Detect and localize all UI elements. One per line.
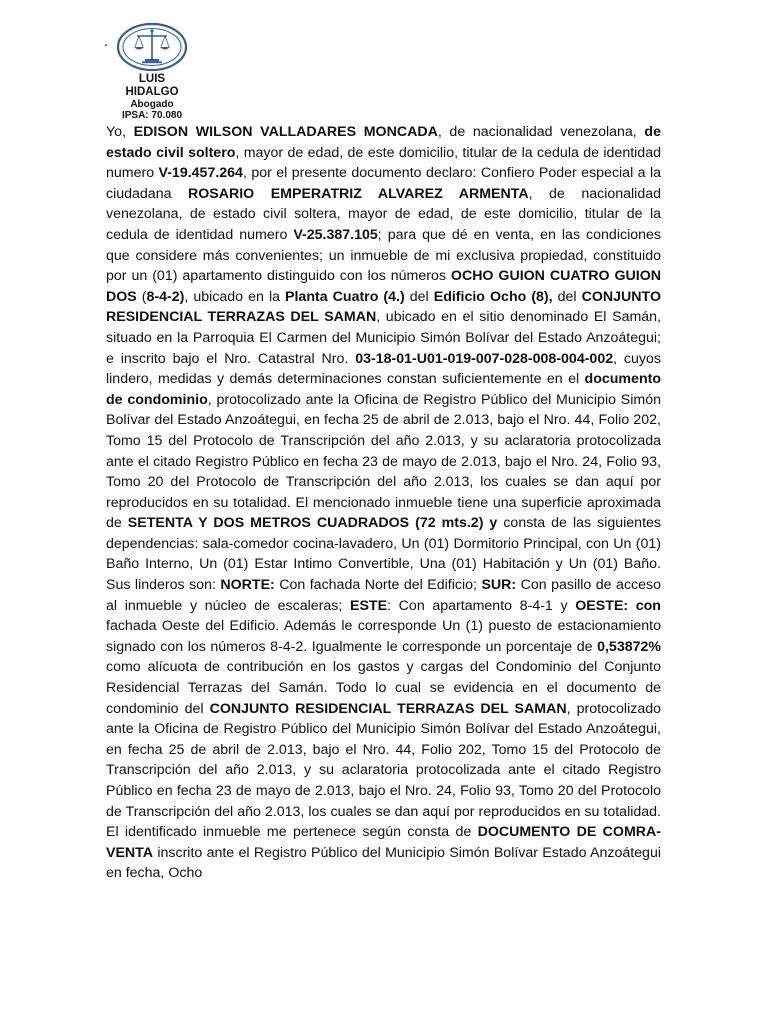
bold-text-segment: CONJUNTO RESIDENCIAL TERRAZAS DEL SAMAN — [106, 288, 661, 326]
text-segment: , ubicado en la — [184, 288, 286, 305]
text-segment: ( — [136, 288, 147, 305]
bold-text-segment: CONJUNTO RESIDENCIAL TERRAZAS DEL SAMAN — [209, 700, 567, 717]
text-segment: , de nacionalidad venezolana, de estado civil soltera, mayor de edad, de este domicilio, titular de la cedula de identidad numero — [106, 185, 661, 243]
lawyer-title: Abogado — [130, 99, 174, 110]
text-segment: Con pasillo de acceso al inmueble y núcleo de escaleras; — [106, 577, 662, 614]
lawyer-name: LUIS HIDALGO — [125, 73, 179, 98]
bold-text-segment: Planta Cuatro (4.) — [285, 288, 405, 305]
lawyer-identification — [112, 73, 192, 121]
bold-text-segment: V-19.457.264 — [158, 165, 243, 182]
bold-text-segment: ROSARIO EMPERATRIZ ALVAREZ ARMENTA — [187, 185, 529, 202]
bold-text-segment: SETENTA Y DOS METROS CUADRADOS (72 mts.2) y — [127, 515, 498, 532]
text-segment: , mayor de edad, de este domicilio, titular de la cedula de identidad numero — [106, 144, 661, 182]
bold-text-segment: ESTE — [350, 597, 388, 614]
text-segment: como alícuota de contribución en los gastos y cargas del Condominio del Conjunto Residencial Terrazas del Samán. Todo lo cual se evidencia en el documento de condominio del — [106, 659, 661, 717]
bold-text-segment: OCHO GUION CUATRO GUION DOS — [106, 268, 661, 305]
text-segment: inscrito ante el Registro Público del Municipio Simón Bolívar Estado Anzoátegui en fecha, Ocho — [106, 844, 661, 882]
bold-text-segment: 8-4-2) — [146, 288, 185, 305]
law-firm-logo — [116, 22, 188, 72]
bold-text-segment: OESTE: con — [575, 597, 661, 614]
header-mark: . — [104, 33, 108, 49]
text-segment: del — [404, 288, 434, 305]
scales-of-justice-icon — [116, 22, 188, 72]
text-segment: , ubicado en el sitio denominado El Samán, situado en la Parroquia El Carmen del Municipio Simón Bolívar del Estado Anzoátegui; e inscrito bajo el Nro. Catastral Nro. — [106, 309, 661, 367]
text-segment: , protocolizado ante la Oficina de Registro Público del Municipio Simón Bolívar del Estado Anzoátegui, en fecha 25 de abril de 2.013, bajo el Nro. 44, Folio 202, Tomo 15 del Protocolo de Transcripción del año 2.013, y su aclaratoria protocolizada ante el citado Registro Público en fecha 23 de mayo de 2.013, bajo el Nro. 24, Folio 93, Tomo 20 del Protocolo de Transcripción del año 2.013, los cuales se dan aquí por reproducidos en su totalidad. El mencionado inmueble tiene una superficie aproximada de — [106, 391, 661, 532]
bold-text-segment: SUR: — [481, 577, 517, 594]
text-segment: Con fachada Norte del Edificio; — [274, 577, 482, 594]
bold-text-segment: EDISON WILSON VALLADARES MONCADA — [133, 124, 438, 140]
bold-text-segment: documento de condominio — [106, 371, 661, 408]
power-of-attorney-text — [106, 122, 661, 884]
bold-text-segment: 0,53872% — [597, 638, 661, 655]
text-segment: Yo, — [106, 124, 134, 140]
bold-text-segment: de estado civil soltero — [106, 124, 661, 161]
document-paragraph — [106, 122, 661, 884]
bold-text-segment: 03-18-01-U01-019-007-028-008-004-002 — [355, 350, 614, 367]
bold-text-segment: V-25.387.105 — [293, 226, 378, 243]
text-segment: , por el presente documento declaro: Confiero Poder especial a la ciudadana — [106, 165, 661, 202]
text-segment: , cuyos lindero, medidas y demás determinaciones constan suficientemente en el — [106, 350, 661, 388]
bold-text-segment: Edificio Ocho (8), — [433, 288, 553, 305]
bold-text-segment: DOCUMENTO DE COMRA-VENTA — [106, 824, 661, 861]
text-segment: ; para que dé en venta, en las condiciones que considere más convenientes; un inmueble de mi exclusiva propiedad, constituido por un (01) apartamento distinguido con los números — [106, 226, 661, 285]
text-segment: , protocolizado ante la Oficina de Registro Público del Municipio Simón Bolívar del Estado Anzoátegui, en fecha 25 de abril de 2.013, bajo el Nro. 44, Folio 202, Tomo 15 del Protocolo de Transcripción del año 2.013, y su aclaratoria protocolizada ante el citado Registro Público en fecha 23 de mayo de 2.013, bajo el Nro. 24, Folio 93, Tomo 20 del Protocolo de Transcripción del año 2.013, los cuales se dan aquí por reproducidos en su totalidad. El identificado inmueble me pertenece según consta de — [106, 700, 661, 841]
text-segment: , de nacionalidad venezolana, — [437, 124, 645, 140]
text-segment: del — [552, 288, 582, 305]
bold-text-segment: NORTE: — [220, 577, 275, 594]
text-segment: consta de las siguientes dependencias: sala-comedor cocina-lavadero, Un (01) Dormitorio Principal, con Un (01) Baño Interno, Un (01) Estar Intimo Convertible, Una (01) Habitación y Un (01) Baño. Sus linderos son: — [106, 515, 661, 594]
text-segment: : Con apartamento 8-4-1 y — [387, 597, 576, 614]
text-segment: fachada Oeste del Edificio. Además le corresponde Un (1) puesto de estacionamiento signado con los números 8-4-2. Igualmente le corresponde un porcentaje de — [106, 618, 661, 655]
lawyer-ipsa: IPSA: 70.080 — [121, 110, 183, 121]
